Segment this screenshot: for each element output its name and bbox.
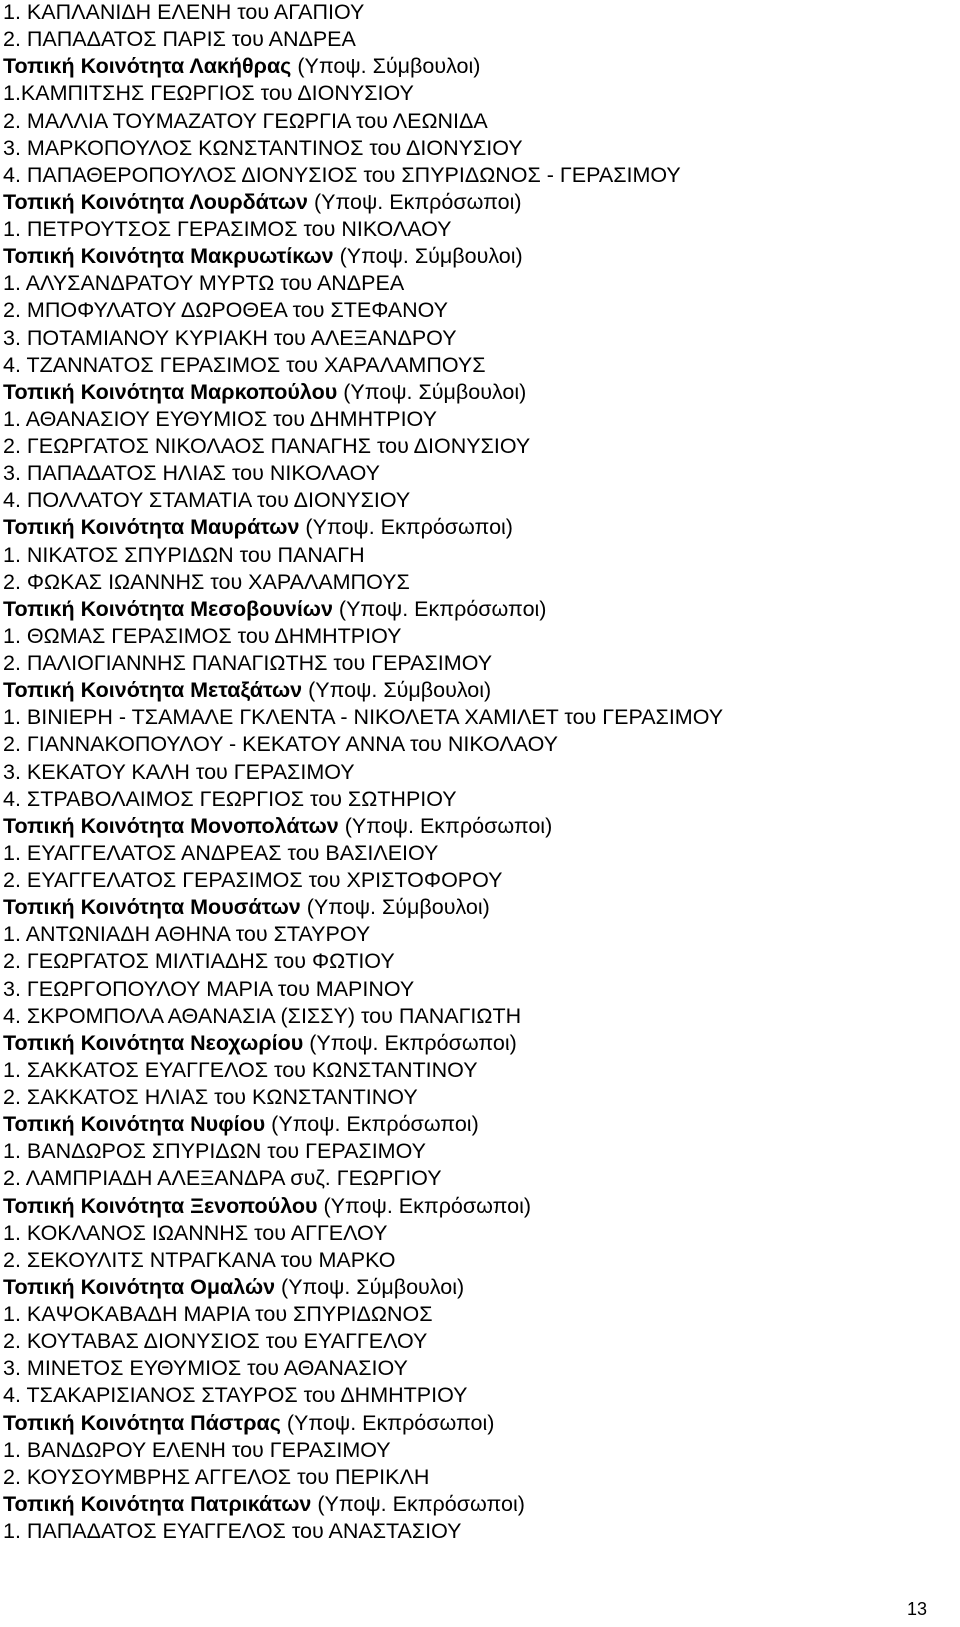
candidate-name: 1. ΒΑΝΔΩΡΟΥ ΕΛΕΝΗ του ΓΕΡΑΣΙΜΟΥ — [3, 1437, 391, 1462]
candidate-name: 3. ΜΙΝΕΤΟΣ ΕΥΘΥΜΙΟΣ του ΑΘΑΝΑΣΙΟΥ — [3, 1356, 408, 1381]
candidate-name: 1.ΚΑΜΠΙΤΣΗΣ ΓΕΩΡΓΙΟΣ του ΔΙΟΝΥΣΙΟΥ — [3, 81, 414, 106]
heading-qualifier: (Υποψ. Σύμβουλοι) — [302, 678, 492, 703]
community-name: Τοπική Κοινότητα Μεταξάτων — [3, 678, 303, 703]
candidate-name: 2. ΕΥΑΓΓΕΛΑΤΟΣ ΓΕΡΑΣΙΜΟΣ του ΧΡΙΣΤΟΦΟΡΟΥ — [3, 868, 503, 892]
community-name: Τοπική Κοινότητα Πατρικάτων — [3, 1491, 312, 1516]
candidate-name: 3. ΠΟΤΑΜΙΑΝΟΥ ΚΥΡΙΑΚΗ του ΑΛΕΞΑΝΔΡΟΥ — [3, 325, 457, 350]
candidate-name: 1. ΑΛΥΣΑΝΔΡΑΤΟΥ ΜΥΡΤΩ του ΑΝΔΡΕΑ — [3, 271, 405, 296]
candidate-name: 3. ΚΕΚΑΤΟΥ ΚΑΛΗ του ΓΕΡΑΣΙΜΟΥ — [3, 759, 355, 784]
candidate-name: 2. ΠΑΠΑΔΑΤΟΣ ΠΑΡΙΣ του ΑΝΔΡΕΑ — [3, 27, 356, 52]
community-name: Τοπική Κοινότητα Μουσάτων — [3, 895, 301, 920]
candidate-entry — [3, 162, 960, 189]
candidate-entry — [3, 460, 960, 487]
community-name: Τοπική Κοινότητα Μακρυωτίκων — [3, 244, 334, 269]
candidate-name: 2. ΚΟΥΣΟΥΜΒΡΗΣ ΑΓΓΕΛΟΣ του ΠΕΡΙΚΛΗ — [3, 1464, 430, 1489]
candidate-entry — [3, 1464, 960, 1491]
community-heading — [3, 1274, 960, 1301]
heading-qualifier: (Υποψ. Εκπρόσωποι) — [303, 1030, 517, 1055]
candidate-entry — [3, 1165, 960, 1192]
candidate-name: 2. ΓΕΩΡΓΑΤΟΣ ΝΙΚΟΛΑΟΣ ΠΑΝΑΓΗΣ του ΔΙΟΝΥΣΙΟΥ — [3, 434, 531, 458]
candidate-entry — [3, 976, 960, 1003]
community-heading — [3, 53, 960, 80]
candidate-entry — [3, 542, 960, 569]
candidate-entry — [3, 650, 960, 677]
community-name: Τοπική Κοινότητα Πάστρας — [3, 1410, 281, 1435]
candidate-name: 2. ΣΕΚΟΥΛΙΤΣ ΝΤΡΑΓΚΑΝΑ του ΜΑΡΚΟ — [3, 1247, 396, 1272]
heading-qualifier: (Υποψ. Εκπρόσωποι) — [332, 596, 547, 621]
heading-qualifier: (Υποψ. Εκπρόσωποι) — [265, 1112, 479, 1137]
candidate-name: 1. ΘΩΜΑΣ ΓΕΡΑΣΙΜΟΣ του ΔΗΜΗΤΡΙΟΥ — [3, 623, 402, 648]
candidate-name: 1. ΠΕΤΡΟΥΤΣΟΣ ΓΕΡΑΣΙΜΟΣ του ΝΙΚΟΛΑΟΥ — [3, 217, 452, 241]
candidate-entry — [3, 406, 960, 433]
community-heading — [3, 379, 960, 406]
heading-qualifier: (Υποψ. Εκπρόσωποι) — [280, 1410, 495, 1435]
candidate-entry — [3, 569, 960, 596]
candidate-entry — [3, 1247, 960, 1274]
candidate-name: 1. ΑΝΤΩΝΙΑΔΗ ΑΘΗΝΑ του ΣΤΑΥΡΟΥ — [3, 922, 371, 947]
candidate-entry — [3, 352, 960, 379]
candidate-entry — [3, 1382, 960, 1409]
community-name: Τοπική Κοινότητα Λακήθρας — [3, 54, 292, 79]
candidate-name: 1. ΝΙΚΑΤΟΣ ΣΠΥΡΙΔΩΝ του ΠΑΝΑΓΗ — [3, 542, 365, 567]
candidate-entry — [3, 1138, 960, 1165]
candidate-entry — [3, 1301, 960, 1328]
candidate-entry — [3, 731, 960, 758]
community-heading — [3, 677, 960, 704]
candidate-name: 4. ΤΣΑΚΑΡΙΣΙΑΝΟΣ ΣΤΑΥΡΟΣ του ΔΗΜΗΤΡΙΟΥ — [3, 1383, 468, 1408]
community-heading — [3, 514, 960, 541]
candidate-name: 4. ΤΖΑΝΝΑΤΟΣ ΓΕΡΑΣΙΜΟΣ του ΧΑΡΑΛΑΜΠΟΥΣ — [3, 352, 486, 377]
candidate-entry — [3, 297, 960, 324]
community-heading — [3, 596, 960, 623]
community-heading — [3, 189, 960, 216]
candidate-name: 2. ΦΩΚΑΣ ΙΩΑΝΝΗΣ του ΧΑΡΑΛΑΜΠΟΥΣ — [3, 569, 410, 594]
candidate-entry — [3, 1355, 960, 1382]
candidate-name: 4. ΠΑΠΑΘΕΡΟΠΟΥΛΟΣ ΔΙΟΝΥΣΙΟΣ του ΣΠΥΡΙΔΩΝΟΣ - ΓΕΡΑΣΙΜΟΥ — [3, 162, 681, 187]
heading-qualifier: (Υποψ. Σύμβουλοι) — [291, 54, 481, 79]
community-name: Τοπική Κοινότητα Μαρκοπούλου — [3, 379, 338, 404]
community-name: Τοπική Κοινότητα Νυφίου — [3, 1112, 266, 1137]
candidate-name: 2. ΜΠΟΦΥΛΑΤΟΥ ΔΩΡΟΘΕΑ του ΣΤΕΦΑΝΟΥ — [3, 298, 448, 323]
candidate-entry — [3, 623, 960, 650]
candidate-name: 1. ΑΘΑΝΑΣΙΟΥ ΕΥΘΥΜΙΟΣ του ΔΗΜΗΤΡΙΟΥ — [3, 406, 437, 431]
candidate-entry — [3, 1437, 960, 1464]
community-name: Τοπική Κοινότητα Ομαλών — [3, 1274, 276, 1299]
candidate-entry — [3, 786, 960, 813]
candidate-entry — [3, 433, 960, 460]
candidate-name: 2. ΠΑΛΙΟΓΙΑΝΝΗΣ ΠΑΝΑΓΙΩΤΗΣ του ΓΕΡΑΣΙΜΟΥ — [3, 651, 493, 675]
heading-qualifier: (Υποψ. Εκπρόσωποι) — [311, 1491, 525, 1516]
community-name: Τοπική Κοινότητα Ξενοπούλου — [3, 1193, 318, 1218]
candidate-name: 2. ΚΟΥΤΑΒΑΣ ΔΙΟΝΥΣΙΟΣ του ΕΥΑΓΓΕΛΟΥ — [3, 1329, 428, 1354]
candidate-entry — [3, 80, 960, 107]
candidate-name: 3. ΜΑΡΚΟΠΟΥΛΟΣ ΚΩΝΣΤΑΝΤΙΝΟΣ του ΔΙΟΝΥΣΙΟΥ — [3, 135, 523, 160]
heading-qualifier: (Υποψ. Εκπρόσωποι) — [317, 1193, 532, 1218]
candidate-entry — [3, 1518, 960, 1545]
candidate-name: 2. ΓΕΩΡΓΑΤΟΣ ΜΙΛΤΙΑΔΗΣ του ΦΩΤΙΟΥ — [3, 949, 395, 974]
candidate-name: 2. ΓΙΑΝΝΑΚΟΠΟΥΛΟΥ - ΚΕΚΑΤΟΥ ΑΝΝΑ του ΝΙΚΟΛΑΟΥ — [3, 732, 558, 757]
candidate-entry — [3, 26, 960, 53]
community-heading — [3, 813, 960, 840]
candidate-name: 2. ΜΑΛΛΙΑ ΤΟΥΜΑΖΑΤΟΥ ΓΕΩΡΓΙΑ του ΛΕΩΝΙΔΑ — [3, 108, 488, 133]
candidate-entry — [3, 948, 960, 975]
community-name: Τοπική Κοινότητα Μαυράτων — [3, 515, 300, 540]
community-heading — [3, 1491, 960, 1518]
candidate-name: 1. ΒΑΝΔΩΡΟΣ ΣΠΥΡΙΔΩΝ του ΓΕΡΑΣΙΜΟΥ — [3, 1139, 426, 1164]
candidate-entry — [3, 216, 960, 243]
candidate-name: 3. ΓΕΩΡΓΟΠΟΥΛΟΥ ΜΑΡΙΑ του ΜΑΡΙΝΟΥ — [3, 976, 415, 1001]
candidate-entry — [3, 325, 960, 352]
heading-qualifier: (Υποψ. Σύμβουλοι) — [300, 895, 490, 920]
community-heading — [3, 1193, 960, 1220]
candidate-entry — [3, 1057, 960, 1084]
candidate-entry — [3, 704, 960, 731]
candidate-name: 1. ΣΑΚΚΑΤΟΣ ΕΥΑΓΓΕΛΟΣ του ΚΩΝΣΤΑΝΤΙΝΟΥ — [3, 1057, 478, 1082]
candidate-name: 1. ΒΙΝΙΕΡΗ - ΤΣΑΜΑΛΕ ΓΚΛΕΝΤΑ - ΝΙΚΟΛΕΤΑ ΧΑΜΙΛΕΤ του ΓΕΡΑΣΙΜΟΥ — [3, 705, 724, 730]
candidate-name: 1. ΚΟΚΛΑΝΟΣ ΙΩΑΝΝΗΣ του ΑΓΓΕΛΟΥ — [3, 1220, 388, 1245]
candidate-entry — [3, 487, 960, 514]
community-heading — [3, 1030, 960, 1057]
candidate-entry — [3, 270, 960, 297]
heading-qualifier: (Υποψ. Σύμβουλοι) — [337, 379, 527, 404]
candidate-name: 4. ΣΤΡΑΒΟΛΑΙΜΟΣ ΓΕΩΡΓΙΟΣ του ΣΩΤΗΡΙΟΥ — [3, 786, 457, 811]
community-name: Τοπική Κοινότητα Μεσοβουνίων — [3, 596, 333, 621]
candidate-entry — [3, 759, 960, 786]
community-name: Τοπική Κοινότητα Μονοπολάτων — [3, 813, 339, 838]
candidate-entry — [3, 921, 960, 948]
candidate-entry — [3, 1084, 960, 1111]
heading-qualifier: (Υποψ. Εκπρόσωποι) — [308, 189, 522, 214]
candidate-entry — [3, 840, 960, 867]
candidate-entry — [3, 1003, 960, 1030]
heading-qualifier: (Υποψ. Εκπρόσωποι) — [338, 813, 553, 838]
heading-qualifier: (Υποψ. Σύμβουλοι) — [275, 1274, 465, 1299]
candidate-entry — [3, 1220, 960, 1247]
candidate-name: 2. ΛΑΜΠΡΙΑΔΗ ΑΛΕΞΑΝΔΡΑ συζ. ΓΕΩΡΓΙΟΥ — [3, 1166, 442, 1191]
candidate-name: 1. ΚΑΠΛΑΝΙΔΗ ΕΛΕΝΗ του ΑΓΑΠΙΟΥ — [3, 0, 365, 24]
community-heading — [3, 894, 960, 921]
heading-qualifier: (Υποψ. Σύμβουλοι) — [333, 244, 523, 269]
community-heading — [3, 1410, 960, 1437]
candidate-name: 4. ΣΚΡΟΜΠΟΛΑ ΑΘΑΝΑΣΙΑ (ΣΙΣΣΥ) του ΠΑΝΑΓΙΩΤΗ — [3, 1003, 522, 1028]
candidate-name: 1. ΚΑΨΟΚΑΒΑΔΗ ΜΑΡΙΑ του ΣΠΥΡΙΔΩΝΟΣ — [3, 1302, 433, 1326]
heading-qualifier: (Υποψ. Εκπρόσωποι) — [299, 515, 513, 540]
community-heading — [3, 243, 960, 270]
candidate-name: 4. ΠΟΛΛΑΤΟΥ ΣΤΑΜΑΤΙΑ του ΔΙΟΝΥΣΙΟΥ — [3, 488, 411, 513]
community-name: Τοπική Κοινότητα Λουρδάτων — [3, 189, 309, 214]
candidate-entry — [3, 1328, 960, 1355]
candidate-entry — [3, 108, 960, 135]
candidate-entry — [3, 0, 960, 26]
candidate-name: 1. ΕΥΑΓΓΕΛΑΤΟΣ ΑΝΔΡΕΑΣ του ΒΑΣΙΛΕΙΟΥ — [3, 840, 439, 865]
candidate-name: 2. ΣΑΚΚΑΤΟΣ ΗΛΙΑΣ του ΚΩΝΣΤΑΝΤΙΝΟΥ — [3, 1085, 418, 1109]
candidate-name: 3. ΠΑΠΑΔΑΤΟΣ ΗΛΙΑΣ του ΝΙΚΟΛΑΟΥ — [3, 461, 380, 486]
community-name: Τοπική Κοινότητα Νεοχωρίου — [3, 1030, 304, 1055]
candidate-entry — [3, 867, 960, 894]
candidate-entry — [3, 135, 960, 162]
candidate-name: 1. ΠΑΠΑΔΑΤΟΣ ΕΥΑΓΓΕΛΟΣ του ΑΝΑΣΤΑΣΙΟΥ — [3, 1519, 462, 1543]
page-number: 13 — [906, 1599, 927, 1619]
community-heading — [3, 1111, 960, 1138]
